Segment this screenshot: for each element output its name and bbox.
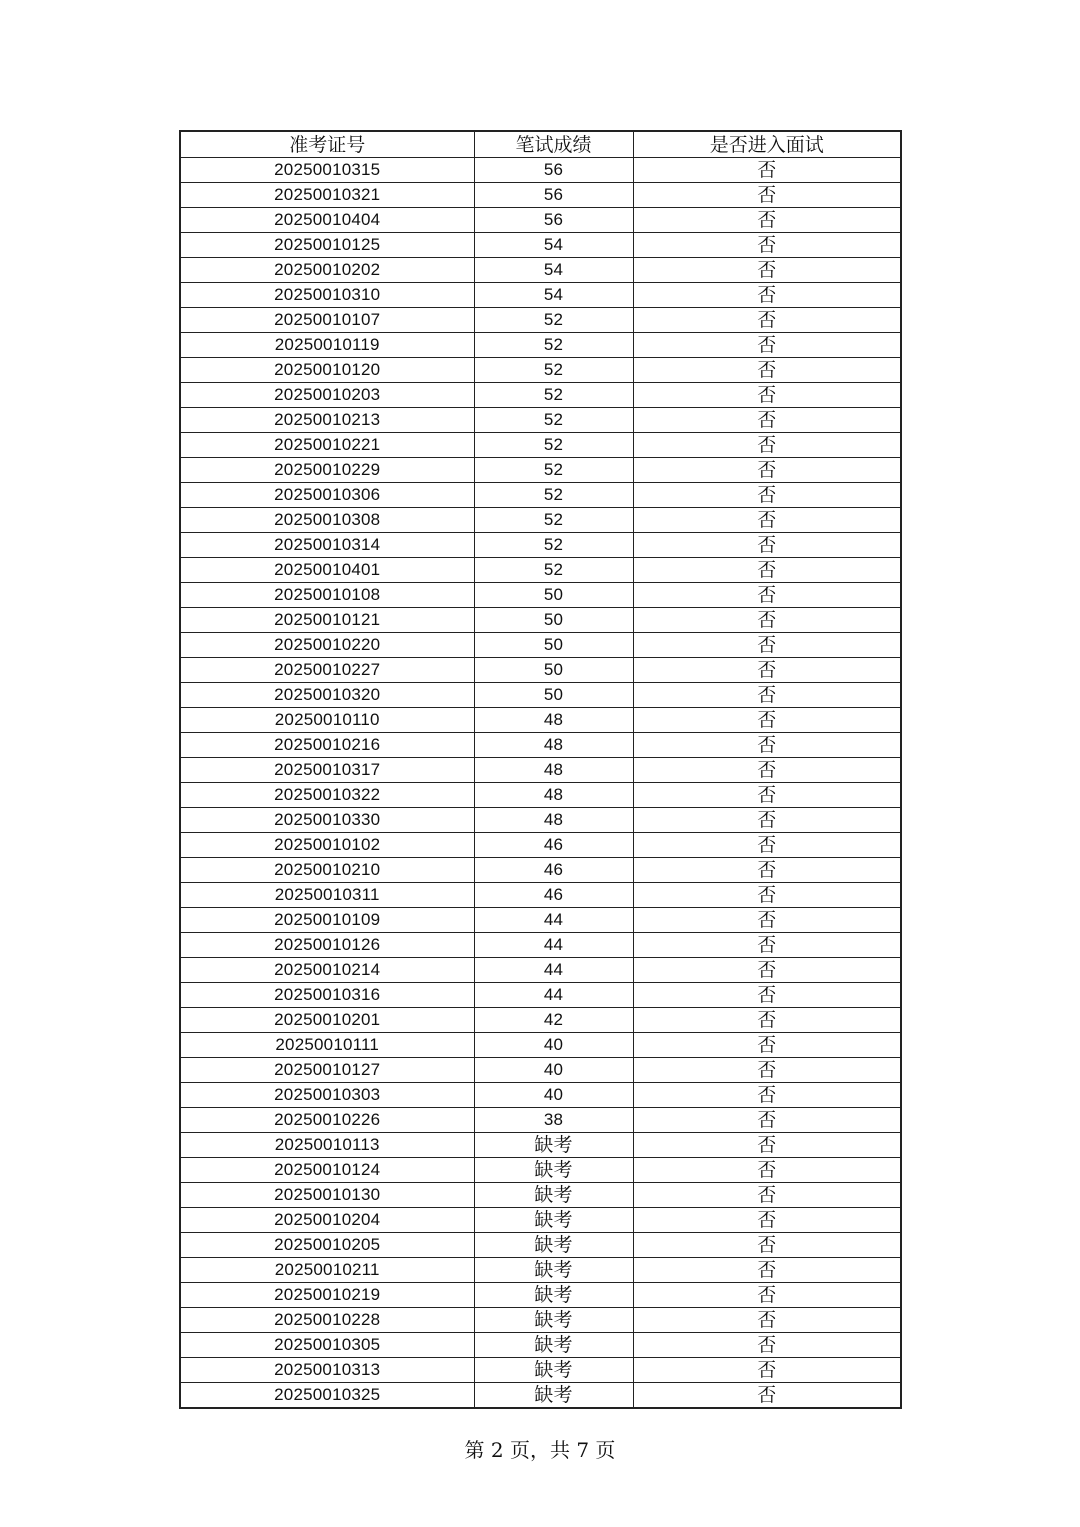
- interview-status-cell: 否: [633, 283, 901, 308]
- written-score-cell: 50: [474, 683, 633, 708]
- admission-number-cell: 20250010330: [180, 808, 474, 833]
- written-score-cell: 48: [474, 808, 633, 833]
- admission-number-cell: 20250010127: [180, 1058, 474, 1083]
- table-row: [180, 358, 901, 383]
- interview-status-cell: 否: [633, 733, 901, 758]
- written-score-cell: 50: [474, 608, 633, 633]
- written-score-cell: 缺考: [474, 1158, 633, 1183]
- interview-status-cell: 否: [633, 783, 901, 808]
- table-row: [180, 533, 901, 558]
- score-table: [179, 130, 902, 1409]
- table-row: [180, 758, 901, 783]
- admission-number-cell: 20250010315: [180, 158, 474, 183]
- written-score-cell: 44: [474, 908, 633, 933]
- table-row: [180, 1358, 901, 1383]
- written-score-cell: 46: [474, 883, 633, 908]
- interview-status-cell: 否: [633, 833, 901, 858]
- admission-number-cell: 20250010308: [180, 508, 474, 533]
- admission-number-cell: 20250010126: [180, 933, 474, 958]
- written-score-cell: 40: [474, 1058, 633, 1083]
- table-row: [180, 1258, 901, 1283]
- table-row: [180, 1283, 901, 1308]
- written-score-cell: 缺考: [474, 1358, 633, 1383]
- table-row: [180, 658, 901, 683]
- admission-number-cell: 20250010325: [180, 1383, 474, 1409]
- admission-number-cell: 20250010314: [180, 533, 474, 558]
- table-row: [180, 808, 901, 833]
- table-body: [180, 158, 901, 1409]
- written-score-cell: 缺考: [474, 1183, 633, 1208]
- admission-number-cell: 20250010214: [180, 958, 474, 983]
- written-score-cell: 52: [474, 458, 633, 483]
- admission-number-cell: 20250010310: [180, 283, 474, 308]
- table-row: [180, 283, 901, 308]
- written-score-cell: 48: [474, 708, 633, 733]
- interview-status-cell: 否: [633, 983, 901, 1008]
- table-row: [180, 708, 901, 733]
- admission-number-cell: 20250010204: [180, 1208, 474, 1233]
- interview-status-cell: 否: [633, 758, 901, 783]
- interview-status-cell: 否: [633, 1008, 901, 1033]
- interview-status-cell: 否: [633, 658, 901, 683]
- written-score-cell: 52: [474, 533, 633, 558]
- written-score-cell: 52: [474, 408, 633, 433]
- admission-number-cell: 20250010109: [180, 908, 474, 933]
- written-score-cell: 50: [474, 633, 633, 658]
- written-score-cell: 48: [474, 733, 633, 758]
- admission-number-cell: 20250010210: [180, 858, 474, 883]
- interview-status-cell: 否: [633, 1258, 901, 1283]
- table-row: [180, 583, 901, 608]
- interview-status-cell: 否: [633, 383, 901, 408]
- admission-number-cell: 20250010124: [180, 1158, 474, 1183]
- written-score-cell: 40: [474, 1033, 633, 1058]
- interview-status-cell: 否: [633, 1158, 901, 1183]
- table-row: [180, 1233, 901, 1258]
- admission-number-cell: 20250010317: [180, 758, 474, 783]
- interview-status-cell: 否: [633, 533, 901, 558]
- admission-number-cell: 20250010205: [180, 1233, 474, 1258]
- admission-number-cell: 20250010130: [180, 1183, 474, 1208]
- admission-number-cell: 20250010229: [180, 458, 474, 483]
- admission-number-cell: 20250010120: [180, 358, 474, 383]
- table-row: [180, 333, 901, 358]
- admission-number-cell: 20250010202: [180, 258, 474, 283]
- written-score-cell: 42: [474, 1008, 633, 1033]
- table-row: [180, 683, 901, 708]
- written-score-cell: 40: [474, 1083, 633, 1108]
- admission-number-cell: 20250010226: [180, 1108, 474, 1133]
- table-row: [180, 958, 901, 983]
- written-score-cell: 44: [474, 933, 633, 958]
- interview-status-cell: 否: [633, 183, 901, 208]
- admission-number-cell: 20250010316: [180, 983, 474, 1008]
- interview-status-cell: 否: [633, 583, 901, 608]
- written-score-cell: 54: [474, 233, 633, 258]
- interview-status-cell: 否: [633, 1383, 901, 1409]
- admission-number-cell: 20250010113: [180, 1133, 474, 1158]
- written-score-cell: 缺考: [474, 1308, 633, 1333]
- interview-status-cell: 否: [633, 1108, 901, 1133]
- header-written-score: 笔试成绩: [474, 131, 633, 158]
- table-row: [180, 1333, 901, 1358]
- admission-number-cell: 20250010219: [180, 1283, 474, 1308]
- interview-status-cell: 否: [633, 1333, 901, 1358]
- admission-number-cell: 20250010107: [180, 308, 474, 333]
- written-score-cell: 52: [474, 558, 633, 583]
- interview-status-cell: 否: [633, 1233, 901, 1258]
- table-row: [180, 308, 901, 333]
- admission-number-cell: 20250010306: [180, 483, 474, 508]
- interview-status-cell: 否: [633, 708, 901, 733]
- header-row: [180, 131, 901, 158]
- written-score-cell: 46: [474, 858, 633, 883]
- written-score-cell: 52: [474, 483, 633, 508]
- admission-number-cell: 20250010213: [180, 408, 474, 433]
- table-row: [180, 1058, 901, 1083]
- table-row: [180, 408, 901, 433]
- written-score-cell: 52: [474, 433, 633, 458]
- written-score-cell: 缺考: [474, 1333, 633, 1358]
- written-score-cell: 44: [474, 958, 633, 983]
- header-interview-status: 是否进入面试: [633, 131, 901, 158]
- table-row: [180, 433, 901, 458]
- table-row: [180, 783, 901, 808]
- table-row: [180, 883, 901, 908]
- admission-number-cell: 20250010401: [180, 558, 474, 583]
- table-row: [180, 858, 901, 883]
- interview-status-cell: 否: [633, 808, 901, 833]
- written-score-cell: 52: [474, 308, 633, 333]
- admission-number-cell: 20250010216: [180, 733, 474, 758]
- written-score-cell: 缺考: [474, 1283, 633, 1308]
- admission-number-cell: 20250010313: [180, 1358, 474, 1383]
- interview-status-cell: 否: [633, 158, 901, 183]
- admission-number-cell: 20250010321: [180, 183, 474, 208]
- interview-status-cell: 否: [633, 358, 901, 383]
- table-row: [180, 1208, 901, 1233]
- table-row: [180, 508, 901, 533]
- table-row: [180, 1158, 901, 1183]
- interview-status-cell: 否: [633, 1133, 901, 1158]
- table-row: [180, 258, 901, 283]
- admission-number-cell: 20250010227: [180, 658, 474, 683]
- table-row: [180, 833, 901, 858]
- written-score-cell: 52: [474, 508, 633, 533]
- interview-status-cell: 否: [633, 1208, 901, 1233]
- interview-status-cell: 否: [633, 1283, 901, 1308]
- table-row: [180, 558, 901, 583]
- admission-number-cell: 20250010311: [180, 883, 474, 908]
- written-score-cell: 56: [474, 208, 633, 233]
- table-row: [180, 233, 901, 258]
- table-row: [180, 933, 901, 958]
- written-score-cell: 48: [474, 783, 633, 808]
- admission-number-cell: 20250010125: [180, 233, 474, 258]
- interview-status-cell: 否: [633, 1058, 901, 1083]
- table-row: [180, 483, 901, 508]
- admission-number-cell: 20250010303: [180, 1083, 474, 1108]
- table-row: [180, 1183, 901, 1208]
- interview-status-cell: 否: [633, 1308, 901, 1333]
- written-score-cell: 56: [474, 158, 633, 183]
- table-row: [180, 183, 901, 208]
- written-score-cell: 缺考: [474, 1258, 633, 1283]
- admission-number-cell: 20250010305: [180, 1333, 474, 1358]
- interview-status-cell: 否: [633, 258, 901, 283]
- written-score-cell: 56: [474, 183, 633, 208]
- written-score-cell: 52: [474, 358, 633, 383]
- admission-number-cell: 20250010201: [180, 1008, 474, 1033]
- admission-number-cell: 20250010111: [180, 1033, 474, 1058]
- admission-number-cell: 20250010211: [180, 1258, 474, 1283]
- table-row: [180, 1383, 901, 1409]
- admission-number-cell: 20250010228: [180, 1308, 474, 1333]
- interview-status-cell: 否: [633, 508, 901, 533]
- admission-number-cell: 20250010221: [180, 433, 474, 458]
- table-row: [180, 1008, 901, 1033]
- interview-status-cell: 否: [633, 958, 901, 983]
- table-row: [180, 908, 901, 933]
- written-score-cell: 52: [474, 333, 633, 358]
- interview-status-cell: 否: [633, 1033, 901, 1058]
- interview-status-cell: 否: [633, 908, 901, 933]
- interview-status-cell: 否: [633, 1183, 901, 1208]
- admission-number-cell: 20250010404: [180, 208, 474, 233]
- table-row: [180, 633, 901, 658]
- interview-status-cell: 否: [633, 433, 901, 458]
- admission-number-cell: 20250010220: [180, 633, 474, 658]
- table-row: [180, 1133, 901, 1158]
- page-footer: 第 2 页，共 7 页: [464, 1438, 616, 1462]
- admission-number-cell: 20250010203: [180, 383, 474, 408]
- written-score-cell: 52: [474, 383, 633, 408]
- interview-status-cell: 否: [633, 1083, 901, 1108]
- interview-status-cell: 否: [633, 458, 901, 483]
- table-row: [180, 733, 901, 758]
- table-row: [180, 1308, 901, 1333]
- table-row: [180, 608, 901, 633]
- table-row: [180, 383, 901, 408]
- table-header: [180, 131, 901, 158]
- admission-number-cell: 20250010108: [180, 583, 474, 608]
- interview-status-cell: 否: [633, 408, 901, 433]
- written-score-cell: 48: [474, 758, 633, 783]
- interview-status-cell: 否: [633, 933, 901, 958]
- admission-number-cell: 20250010322: [180, 783, 474, 808]
- written-score-cell: 44: [474, 983, 633, 1008]
- written-score-cell: 缺考: [474, 1208, 633, 1233]
- admission-number-cell: 20250010119: [180, 333, 474, 358]
- interview-status-cell: 否: [633, 858, 901, 883]
- written-score-cell: 54: [474, 283, 633, 308]
- admission-number-cell: 20250010102: [180, 833, 474, 858]
- written-score-cell: 38: [474, 1108, 633, 1133]
- table-row: [180, 208, 901, 233]
- admission-number-cell: 20250010320: [180, 683, 474, 708]
- table-row: [180, 983, 901, 1008]
- interview-status-cell: 否: [633, 308, 901, 333]
- written-score-cell: 54: [474, 258, 633, 283]
- written-score-cell: 缺考: [474, 1133, 633, 1158]
- interview-status-cell: 否: [633, 233, 901, 258]
- written-score-cell: 缺考: [474, 1383, 633, 1409]
- interview-status-cell: 否: [633, 683, 901, 708]
- interview-status-cell: 否: [633, 558, 901, 583]
- interview-status-cell: 否: [633, 483, 901, 508]
- written-score-cell: 缺考: [474, 1233, 633, 1258]
- table-row: [180, 458, 901, 483]
- interview-status-cell: 否: [633, 883, 901, 908]
- written-score-cell: 50: [474, 583, 633, 608]
- table-row: [180, 1033, 901, 1058]
- interview-status-cell: 否: [633, 608, 901, 633]
- header-admission-number: 准考证号: [180, 131, 474, 158]
- admission-number-cell: 20250010110: [180, 708, 474, 733]
- admission-number-cell: 20250010121: [180, 608, 474, 633]
- interview-status-cell: 否: [633, 333, 901, 358]
- table-row: [180, 1083, 901, 1108]
- written-score-cell: 50: [474, 658, 633, 683]
- table-row: [180, 1108, 901, 1133]
- interview-status-cell: 否: [633, 633, 901, 658]
- interview-status-cell: 否: [633, 1358, 901, 1383]
- table-row: [180, 158, 901, 183]
- interview-status-cell: 否: [633, 208, 901, 233]
- written-score-cell: 46: [474, 833, 633, 858]
